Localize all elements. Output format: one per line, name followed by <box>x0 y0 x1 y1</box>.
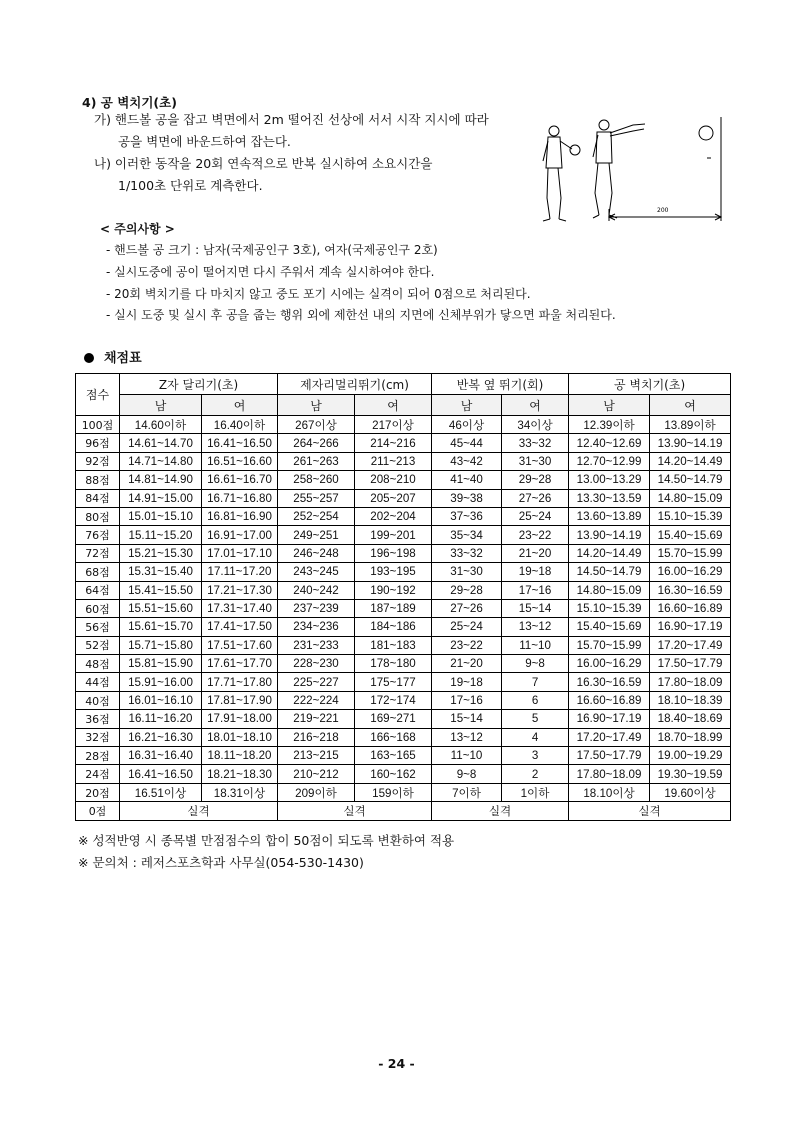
value-cell: 13~12 <box>432 728 502 746</box>
value-cell: 27~26 <box>432 599 502 617</box>
value-cell: 17.11~17.20 <box>202 563 278 581</box>
notes-title: < 주의사항 > <box>100 222 175 236</box>
value-cell: 249~251 <box>278 526 355 544</box>
disqualified-cell: 실격 <box>569 802 731 820</box>
score-cell: 76점 <box>76 526 120 544</box>
value-cell: 15.71~15.80 <box>120 636 202 654</box>
value-cell: 15.61~15.70 <box>120 618 202 636</box>
value-cell: 205~207 <box>355 489 432 507</box>
value-cell: 234~236 <box>278 618 355 636</box>
value-cell: 14.71~14.80 <box>120 452 202 470</box>
value-cell: 16.60~16.89 <box>650 599 731 617</box>
value-cell: 211~213 <box>355 452 432 470</box>
table-row <box>76 673 731 691</box>
value-cell: 16.81~16.90 <box>202 507 278 525</box>
score-cell: 96점 <box>76 434 120 452</box>
value-cell: 17.91~18.00 <box>202 710 278 728</box>
value-cell: 14.91~15.00 <box>120 489 202 507</box>
value-cell: 41~40 <box>432 471 502 489</box>
event-header: Z자 달리기(초) <box>120 374 278 395</box>
instruction-b-line2: 1/100초 단위로 계측한다. <box>118 178 263 193</box>
event-header: 공 벽치기(초) <box>569 374 731 395</box>
value-cell: 15.81~15.90 <box>120 655 202 673</box>
value-cell: 15.41~15.50 <box>120 581 202 599</box>
value-cell: 11~10 <box>502 636 569 654</box>
value-cell: 35~34 <box>432 526 502 544</box>
value-cell: 16.21~16.30 <box>120 728 202 746</box>
value-cell: 13.89이하 <box>650 416 731 434</box>
value-cell: 237~239 <box>278 599 355 617</box>
value-cell: 16.11~16.20 <box>120 710 202 728</box>
value-cell: 228~230 <box>278 655 355 673</box>
value-cell: 1이하 <box>502 783 569 801</box>
value-cell: 29~28 <box>502 471 569 489</box>
value-cell: 172~174 <box>355 691 432 709</box>
score-cell: 92점 <box>76 452 120 470</box>
table-row <box>76 691 731 709</box>
value-cell: 184~186 <box>355 618 432 636</box>
value-cell: 15.91~16.00 <box>120 673 202 691</box>
value-cell: 17.81~17.90 <box>202 691 278 709</box>
value-cell: 31~30 <box>502 452 569 470</box>
value-cell: 210~212 <box>278 765 355 783</box>
value-cell: 16.40이하 <box>202 416 278 434</box>
value-cell: 13.00~13.29 <box>569 471 650 489</box>
value-cell: 5 <box>502 710 569 728</box>
value-cell: 18.31이상 <box>202 783 278 801</box>
value-cell: 19~18 <box>502 563 569 581</box>
table-row <box>76 452 731 470</box>
value-cell: 217이상 <box>355 416 432 434</box>
value-cell: 12.39이하 <box>569 416 650 434</box>
value-cell: 18.70~18.99 <box>650 728 731 746</box>
value-cell: 11~10 <box>432 747 502 765</box>
bullet-icon <box>84 353 94 363</box>
value-cell: 18.11~18.20 <box>202 747 278 765</box>
value-cell: 159이하 <box>355 783 432 801</box>
page-number: - 24 - <box>378 1056 415 1071</box>
value-cell: 163~165 <box>355 747 432 765</box>
score-table <box>75 373 731 821</box>
value-cell: 12.70~12.99 <box>569 452 650 470</box>
score-cell: 64점 <box>76 581 120 599</box>
value-cell: 45~44 <box>432 434 502 452</box>
instruction-a <box>94 109 489 153</box>
note-item: - 실시 도중 및 실시 후 공을 줍는 행위 외에 제한선 내의 지면에 신체부위가 닿으면 파울 처리된다. <box>106 308 616 322</box>
table-row <box>76 434 731 452</box>
score-cell: 84점 <box>76 489 120 507</box>
value-cell: 21~20 <box>502 544 569 562</box>
value-cell: 14.80~15.09 <box>569 581 650 599</box>
value-cell: 17.50~17.79 <box>650 655 731 673</box>
value-cell: 33~32 <box>432 544 502 562</box>
table-row <box>76 655 731 673</box>
value-cell: 193~195 <box>355 563 432 581</box>
event-header: 제자리멀리뛰기(cm) <box>278 374 432 395</box>
value-cell: 16.31~16.40 <box>120 747 202 765</box>
value-cell: 15.01~15.10 <box>120 507 202 525</box>
value-cell: 46이상 <box>432 416 502 434</box>
value-cell: 240~242 <box>278 581 355 599</box>
value-cell: 16.30~16.59 <box>650 581 731 599</box>
value-cell: 17.31~17.40 <box>202 599 278 617</box>
value-cell: 34이상 <box>502 416 569 434</box>
value-cell: 12.40~12.69 <box>569 434 650 452</box>
value-cell: 19~18 <box>432 673 502 691</box>
gender-header: 남 <box>278 395 355 416</box>
value-cell: 243~245 <box>278 563 355 581</box>
value-cell: 14.80~15.09 <box>650 489 731 507</box>
value-cell: 16.71~16.80 <box>202 489 278 507</box>
score-cell: 32점 <box>76 728 120 746</box>
value-cell: 6 <box>502 691 569 709</box>
value-cell: 15.10~15.39 <box>569 599 650 617</box>
value-cell: 4 <box>502 728 569 746</box>
value-cell: 18.01~18.10 <box>202 728 278 746</box>
score-cell: 0점 <box>76 802 120 820</box>
table-row <box>76 710 731 728</box>
value-cell: 9~8 <box>502 655 569 673</box>
value-cell: 264~266 <box>278 434 355 452</box>
gender-header: 여 <box>650 395 731 416</box>
table-row <box>76 416 731 434</box>
value-cell: 15.11~15.20 <box>120 526 202 544</box>
footnote: ※ 성적반영 시 종목별 만점점수의 합이 50점이 되도록 변환하여 적용 <box>78 833 455 848</box>
value-cell: 9~8 <box>432 765 502 783</box>
value-cell: 16.90~17.19 <box>569 710 650 728</box>
value-cell: 16.00~16.29 <box>650 563 731 581</box>
score-table-title <box>84 347 142 366</box>
value-cell: 2 <box>502 765 569 783</box>
table-row <box>76 618 731 636</box>
value-cell: 27~26 <box>502 489 569 507</box>
score-table-title-text: 채점표 <box>104 351 142 366</box>
value-cell: 16.00~16.29 <box>569 655 650 673</box>
value-cell: 175~177 <box>355 673 432 691</box>
value-cell: 16.51이상 <box>120 783 202 801</box>
footnote: ※ 문의처 : 레저스포츠학과 사무실(054-530-1430) <box>78 855 364 870</box>
value-cell: 13.90~14.19 <box>569 526 650 544</box>
value-cell: 160~162 <box>355 765 432 783</box>
instruction-b <box>94 153 432 197</box>
value-cell: 13.30~13.59 <box>569 489 650 507</box>
value-cell: 17.01~17.10 <box>202 544 278 562</box>
value-cell: 16.41~16.50 <box>120 765 202 783</box>
value-cell: 16.41~16.50 <box>202 434 278 452</box>
score-header: 점수 <box>76 374 120 416</box>
score-cell: 80점 <box>76 507 120 525</box>
value-cell: 15.10~15.39 <box>650 507 731 525</box>
value-cell: 17.21~17.30 <box>202 581 278 599</box>
value-cell: 15.70~15.99 <box>650 544 731 562</box>
value-cell: 14.20~14.49 <box>569 544 650 562</box>
value-cell: 219~221 <box>278 710 355 728</box>
table-row-zero <box>76 802 731 820</box>
value-cell: 17.80~18.09 <box>650 673 731 691</box>
value-cell: 29~28 <box>432 581 502 599</box>
gender-header: 남 <box>569 395 650 416</box>
value-cell: 14.81~14.90 <box>120 471 202 489</box>
value-cell: 15.40~15.69 <box>569 618 650 636</box>
value-cell: 14.50~14.79 <box>650 471 731 489</box>
value-cell: 14.20~14.49 <box>650 452 731 470</box>
gender-header: 남 <box>120 395 202 416</box>
value-cell: 214~216 <box>355 434 432 452</box>
instruction-a-line2: 공을 벽면에 바운드하여 잡는다. <box>118 134 291 149</box>
disqualified-cell: 실격 <box>278 802 432 820</box>
value-cell: 19.60이상 <box>650 783 731 801</box>
value-cell: 14.50~14.79 <box>569 563 650 581</box>
value-cell: 231~233 <box>278 636 355 654</box>
value-cell: 17~16 <box>502 581 569 599</box>
table-row <box>76 728 731 746</box>
value-cell: 16.61~16.70 <box>202 471 278 489</box>
value-cell: 169~271 <box>355 710 432 728</box>
score-cell: 24점 <box>76 765 120 783</box>
table-row <box>76 765 731 783</box>
value-cell: 225~227 <box>278 673 355 691</box>
value-cell: 267이상 <box>278 416 355 434</box>
value-cell: 17.20~17.49 <box>569 728 650 746</box>
value-cell: 39~38 <box>432 489 502 507</box>
event-header: 반복 옆 뛰기(회) <box>432 374 569 395</box>
value-cell: 187~189 <box>355 599 432 617</box>
value-cell: 208~210 <box>355 471 432 489</box>
value-cell: 178~180 <box>355 655 432 673</box>
value-cell: 222~224 <box>278 691 355 709</box>
value-cell: 16.30~16.59 <box>569 673 650 691</box>
value-cell: 258~260 <box>278 471 355 489</box>
value-cell: 23~22 <box>432 636 502 654</box>
gender-header: 여 <box>502 395 569 416</box>
value-cell: 213~215 <box>278 747 355 765</box>
value-cell: 15~14 <box>432 710 502 728</box>
table-row <box>76 544 731 562</box>
score-cell: 52점 <box>76 636 120 654</box>
value-cell: 261~263 <box>278 452 355 470</box>
value-cell: 13.60~13.89 <box>569 507 650 525</box>
score-cell: 36점 <box>76 710 120 728</box>
value-cell: 15.40~15.69 <box>650 526 731 544</box>
value-cell: 18.10~18.39 <box>650 691 731 709</box>
value-cell: 19.30~19.59 <box>650 765 731 783</box>
note-item: - 20회 벽치기를 다 마치지 않고 중도 포기 시에는 실격이 되어 0점으로 처리된다. <box>106 287 531 301</box>
value-cell: 18.40~18.69 <box>650 710 731 728</box>
table-row <box>76 599 731 617</box>
value-cell: 15.31~15.40 <box>120 563 202 581</box>
score-cell: 100점 <box>76 416 120 434</box>
value-cell: 17.41~17.50 <box>202 618 278 636</box>
instruction-a-line1: 가) 핸드볼 공을 잡고 벽면에서 2m 떨어진 선상에 서서 시작 지시에 따라 <box>94 112 489 127</box>
section-title: 4) 공 벽치기(초) <box>82 95 177 110</box>
score-cell: 20점 <box>76 783 120 801</box>
note-item: - 핸드볼 공 크기 : 남자(국제공인구 3호), 여자(국제공인구 2호) <box>106 243 438 257</box>
value-cell: 17.61~17.70 <box>202 655 278 673</box>
value-cell: 252~254 <box>278 507 355 525</box>
value-cell: 31~30 <box>432 563 502 581</box>
gender-header: 여 <box>355 395 432 416</box>
value-cell: 21~20 <box>432 655 502 673</box>
value-cell: 43~42 <box>432 452 502 470</box>
score-table-body <box>76 416 731 821</box>
value-cell: 16.01~16.10 <box>120 691 202 709</box>
value-cell: 17.71~17.80 <box>202 673 278 691</box>
value-cell: 14.60이하 <box>120 416 202 434</box>
value-cell: 246~248 <box>278 544 355 562</box>
table-row <box>76 581 731 599</box>
score-cell: 60점 <box>76 599 120 617</box>
value-cell: 15~14 <box>502 599 569 617</box>
value-cell: 17~16 <box>432 691 502 709</box>
value-cell: 15.70~15.99 <box>569 636 650 654</box>
disqualified-cell: 실격 <box>120 802 278 820</box>
table-row <box>76 747 731 765</box>
table-row <box>76 563 731 581</box>
value-cell: 17.51~17.60 <box>202 636 278 654</box>
score-cell: 68점 <box>76 563 120 581</box>
note-item: - 실시도중에 공이 떨어지면 다시 주워서 계속 실시하여야 한다. <box>106 265 435 279</box>
value-cell: 19.00~19.29 <box>650 747 731 765</box>
value-cell: 14.61~14.70 <box>120 434 202 452</box>
instruction-b-line1: 나) 이러한 동작을 20회 연속적으로 반복 실시하여 소요시간을 <box>94 156 433 171</box>
table-row <box>76 783 731 801</box>
value-cell: 16.90~17.19 <box>650 618 731 636</box>
value-cell: 3 <box>502 747 569 765</box>
value-cell: 18.10이상 <box>569 783 650 801</box>
value-cell: 25~24 <box>432 618 502 636</box>
score-cell: 56점 <box>76 618 120 636</box>
table-row <box>76 471 731 489</box>
dimension-label: 200 <box>657 207 669 214</box>
score-cell: 88점 <box>76 471 120 489</box>
value-cell: 17.80~18.09 <box>569 765 650 783</box>
score-cell: 48점 <box>76 655 120 673</box>
disqualified-cell: 실격 <box>432 802 569 820</box>
value-cell: 202~204 <box>355 507 432 525</box>
value-cell: 33~32 <box>502 434 569 452</box>
value-cell: 16.91~17.00 <box>202 526 278 544</box>
gender-header: 여 <box>202 395 278 416</box>
value-cell: 13.90~14.19 <box>650 434 731 452</box>
value-cell: 255~257 <box>278 489 355 507</box>
value-cell: 17.20~17.49 <box>650 636 731 654</box>
value-cell: 18.21~18.30 <box>202 765 278 783</box>
score-cell: 40점 <box>76 691 120 709</box>
value-cell: 181~183 <box>355 636 432 654</box>
value-cell: 216~218 <box>278 728 355 746</box>
value-cell: 7 <box>502 673 569 691</box>
value-cell: 15.51~15.60 <box>120 599 202 617</box>
value-cell: 16.51~16.60 <box>202 452 278 470</box>
wall-pass-illustration <box>537 113 729 225</box>
table-row <box>76 507 731 525</box>
gender-header: 남 <box>432 395 502 416</box>
table-row <box>76 489 731 507</box>
value-cell: 13~12 <box>502 618 569 636</box>
value-cell: 209이하 <box>278 783 355 801</box>
value-cell: 196~198 <box>355 544 432 562</box>
value-cell: 7이하 <box>432 783 502 801</box>
value-cell: 16.60~16.89 <box>569 691 650 709</box>
value-cell: 190~192 <box>355 581 432 599</box>
value-cell: 25~24 <box>502 507 569 525</box>
table-row <box>76 636 731 654</box>
value-cell: 15.21~15.30 <box>120 544 202 562</box>
score-cell: 28점 <box>76 747 120 765</box>
value-cell: 23~22 <box>502 526 569 544</box>
value-cell: 37~36 <box>432 507 502 525</box>
value-cell: 166~168 <box>355 728 432 746</box>
value-cell: 199~201 <box>355 526 432 544</box>
score-cell: 72점 <box>76 544 120 562</box>
value-cell: 17.50~17.79 <box>569 747 650 765</box>
score-cell: 44점 <box>76 673 120 691</box>
table-row <box>76 526 731 544</box>
